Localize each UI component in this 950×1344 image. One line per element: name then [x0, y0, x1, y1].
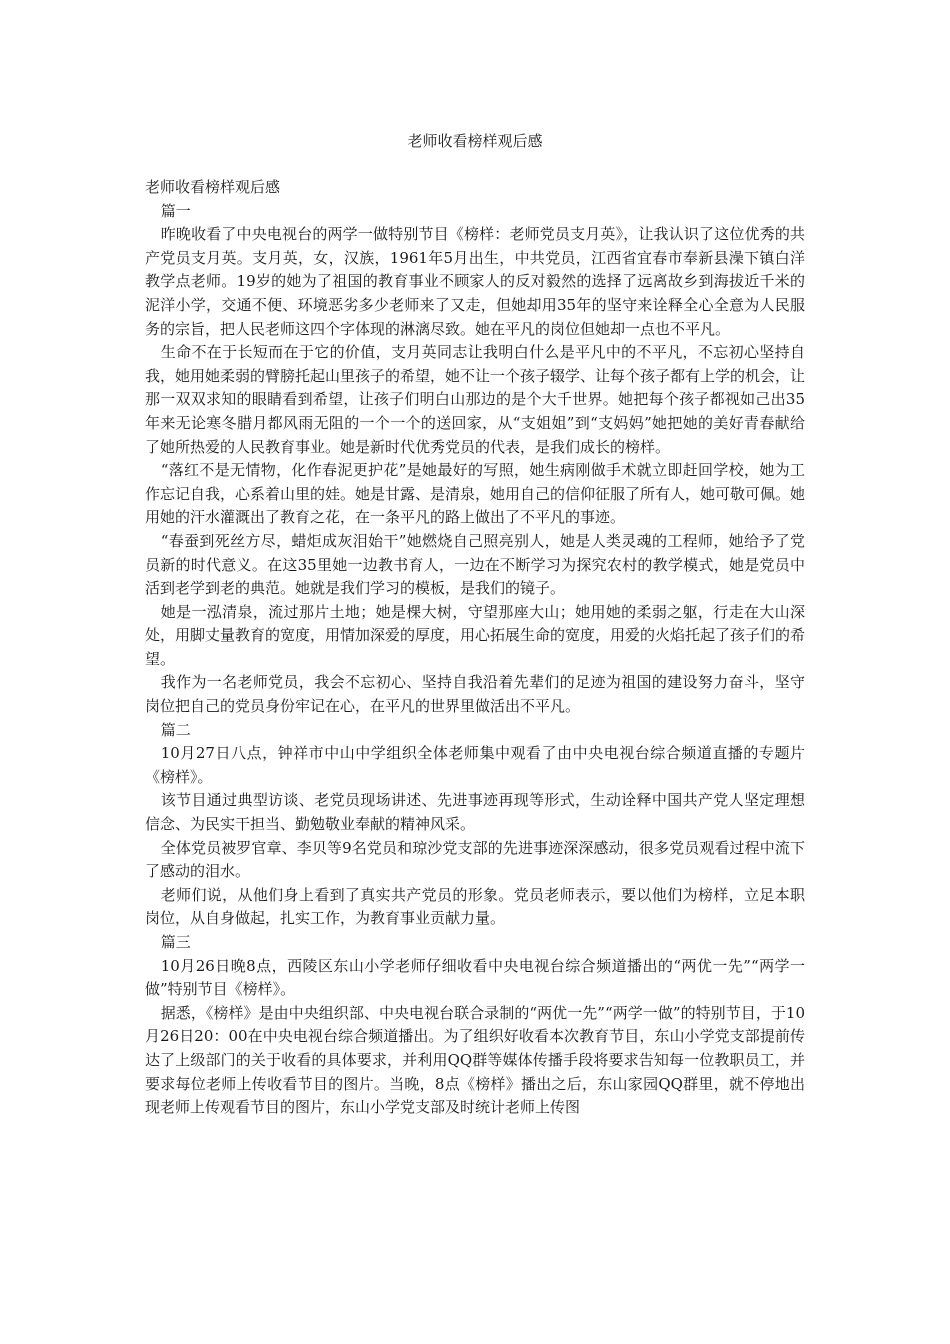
paragraph: 10月27日八点，钟祥市中山中学组织全体老师集中观看了由中央电视台综合频道直播的专题片《榜样》。: [145, 744, 805, 786]
paragraph: “春蚕到死丝方尽，蜡炬成灰泪始干”她燃烧自己照亮别人，她是人类灵魂的工程师，她给予了党员新的时代意义。在这35里她一边教书育人，一边在不断学习为探究农村的教学模式，她是党员中活到老学到老的典范。她就是我们学习的模板，是我们的镜子。: [145, 531, 805, 598]
section-heading-1: 篇一: [160, 201, 191, 220]
paragraph: 老师们说，从他们身上看到了真实共产党员的形象。党员老师表示，要以他们为榜样，立足本职岗位，从自身做起，扎实工作，为教育事业贡献力量。: [145, 885, 805, 928]
paragraph: “落红不是无情物，化作春泥更护花”是她最好的写照，她生病刚做手术就立即赶回学校，她为工作忘记自我，心系着山里的娃。她是甘露、是清泉，她用自己的信仰征服了所有人，她可敬可佩。她用她的汗水灌溉出了教育之花，在一条平凡的路上做出了不平凡的事迹。: [145, 461, 806, 527]
document-body: [145, 176, 805, 1120]
paragraph: 据悉，《榜样》是由中央组织部、中央电视台联合录制的“两优一先”“两学一做”的特别节目，于10月26日20：00在中央电视台综合频道播出。为了组织好收看本次教育节目，东山小学党支部提前传达了上级部门的关于收看的具体要求，并利用QQ群等媒体传播手段将要求告知每一位教职员工，并要求每位老师上传收看节目的图片。当晚，8点《榜样》播出之后，东山家园QQ群里，就不停地出现老师上传观看节目的图片，东山小学党支部及时统计老师上传图: [145, 1003, 805, 1117]
paragraph: 全体党员被罗官章、李贝等9名党员和琼沙党支部的先进事迹深深感动，很多党员观看过程中流下了感动的泪水。: [145, 838, 805, 881]
paragraph: 生命不在于长短而在于它的价值，支月英同志让我明白什么是平凡中的不平凡，不忘初心坚持自我，她用她柔弱的臂膀托起山里孩子的希望，她不让一个孩子辍学、让每个孩子都有上学的机会，让那一双双求知的眼睛看到希望，让孩子们明白山那边的是个大千世界。她把每个孩子都视如己出35年来无论寒冬腊月都风雨无阻的一个一个的送回家，从“支姐姐”到“支妈妈”她把她的美好青春献给了她所热爱的人民教育事业。她是新时代优秀党员的代表，是我们成长的榜样。: [145, 343, 806, 456]
section-heading-2: 篇二: [160, 720, 191, 739]
paragraph: 她是一泓清泉，流过那片土地；她是棵大树，守望那座大山；她用她的柔弱之躯，行走在大山深处，用脚丈量教育的宽度，用情加深爱的厚度，用心拓展生命的宽度，用爱的火焰托起了孩子们的希望。: [145, 602, 806, 668]
document-subtitle: 老师收看榜样观后感: [145, 178, 281, 196]
paragraph: 昨晚收看了中央电视台的两学一做特别节目《榜样：老师党员支月英》，让我认识了这位优秀的共产党员支月英。支月英，女，汉族，1961年5月出生，中共党员，江西省宜春市奉新县澡下镇白洋教学点老师。19岁的她为了祖国的教育事业不顾家人的反对毅然的选择了远离故乡到海拔近千米的泥洋小学，交通不便、环境恶劣多少老师来了又走，但她却用35年的坚守来诠释全心全意为人民服务的宗旨，把人民老师这四个字体现的淋漓尽致。她在平凡的岗位但她却一点也不平凡。: [145, 225, 805, 338]
paragraph: 我作为一名老师党员，我会不忘初心、坚持自我沿着先辈们的足迹为祖国的建设努力奋斗，坚守岗位把自己的党员身份牢记在心，在平凡的世界里做活出不平凡。: [145, 673, 805, 716]
paragraph: 10月26日晚8点，西陵区东山小学老师仔细收看中央电视台综合频道播出的“两优一先”“两学一做”特别节目《榜样》。: [145, 956, 805, 999]
document-title: 老师收看榜样观后感: [407, 132, 543, 150]
section-heading-3: 篇三: [160, 933, 191, 951]
paragraph: 该节目通过典型访谈、老党员现场讲述、先进事迹再现等形式，生动诠释中国共产党人坚定理想信念、为民实干担当、勤勉敬业奉献的精神风采。: [145, 791, 805, 834]
